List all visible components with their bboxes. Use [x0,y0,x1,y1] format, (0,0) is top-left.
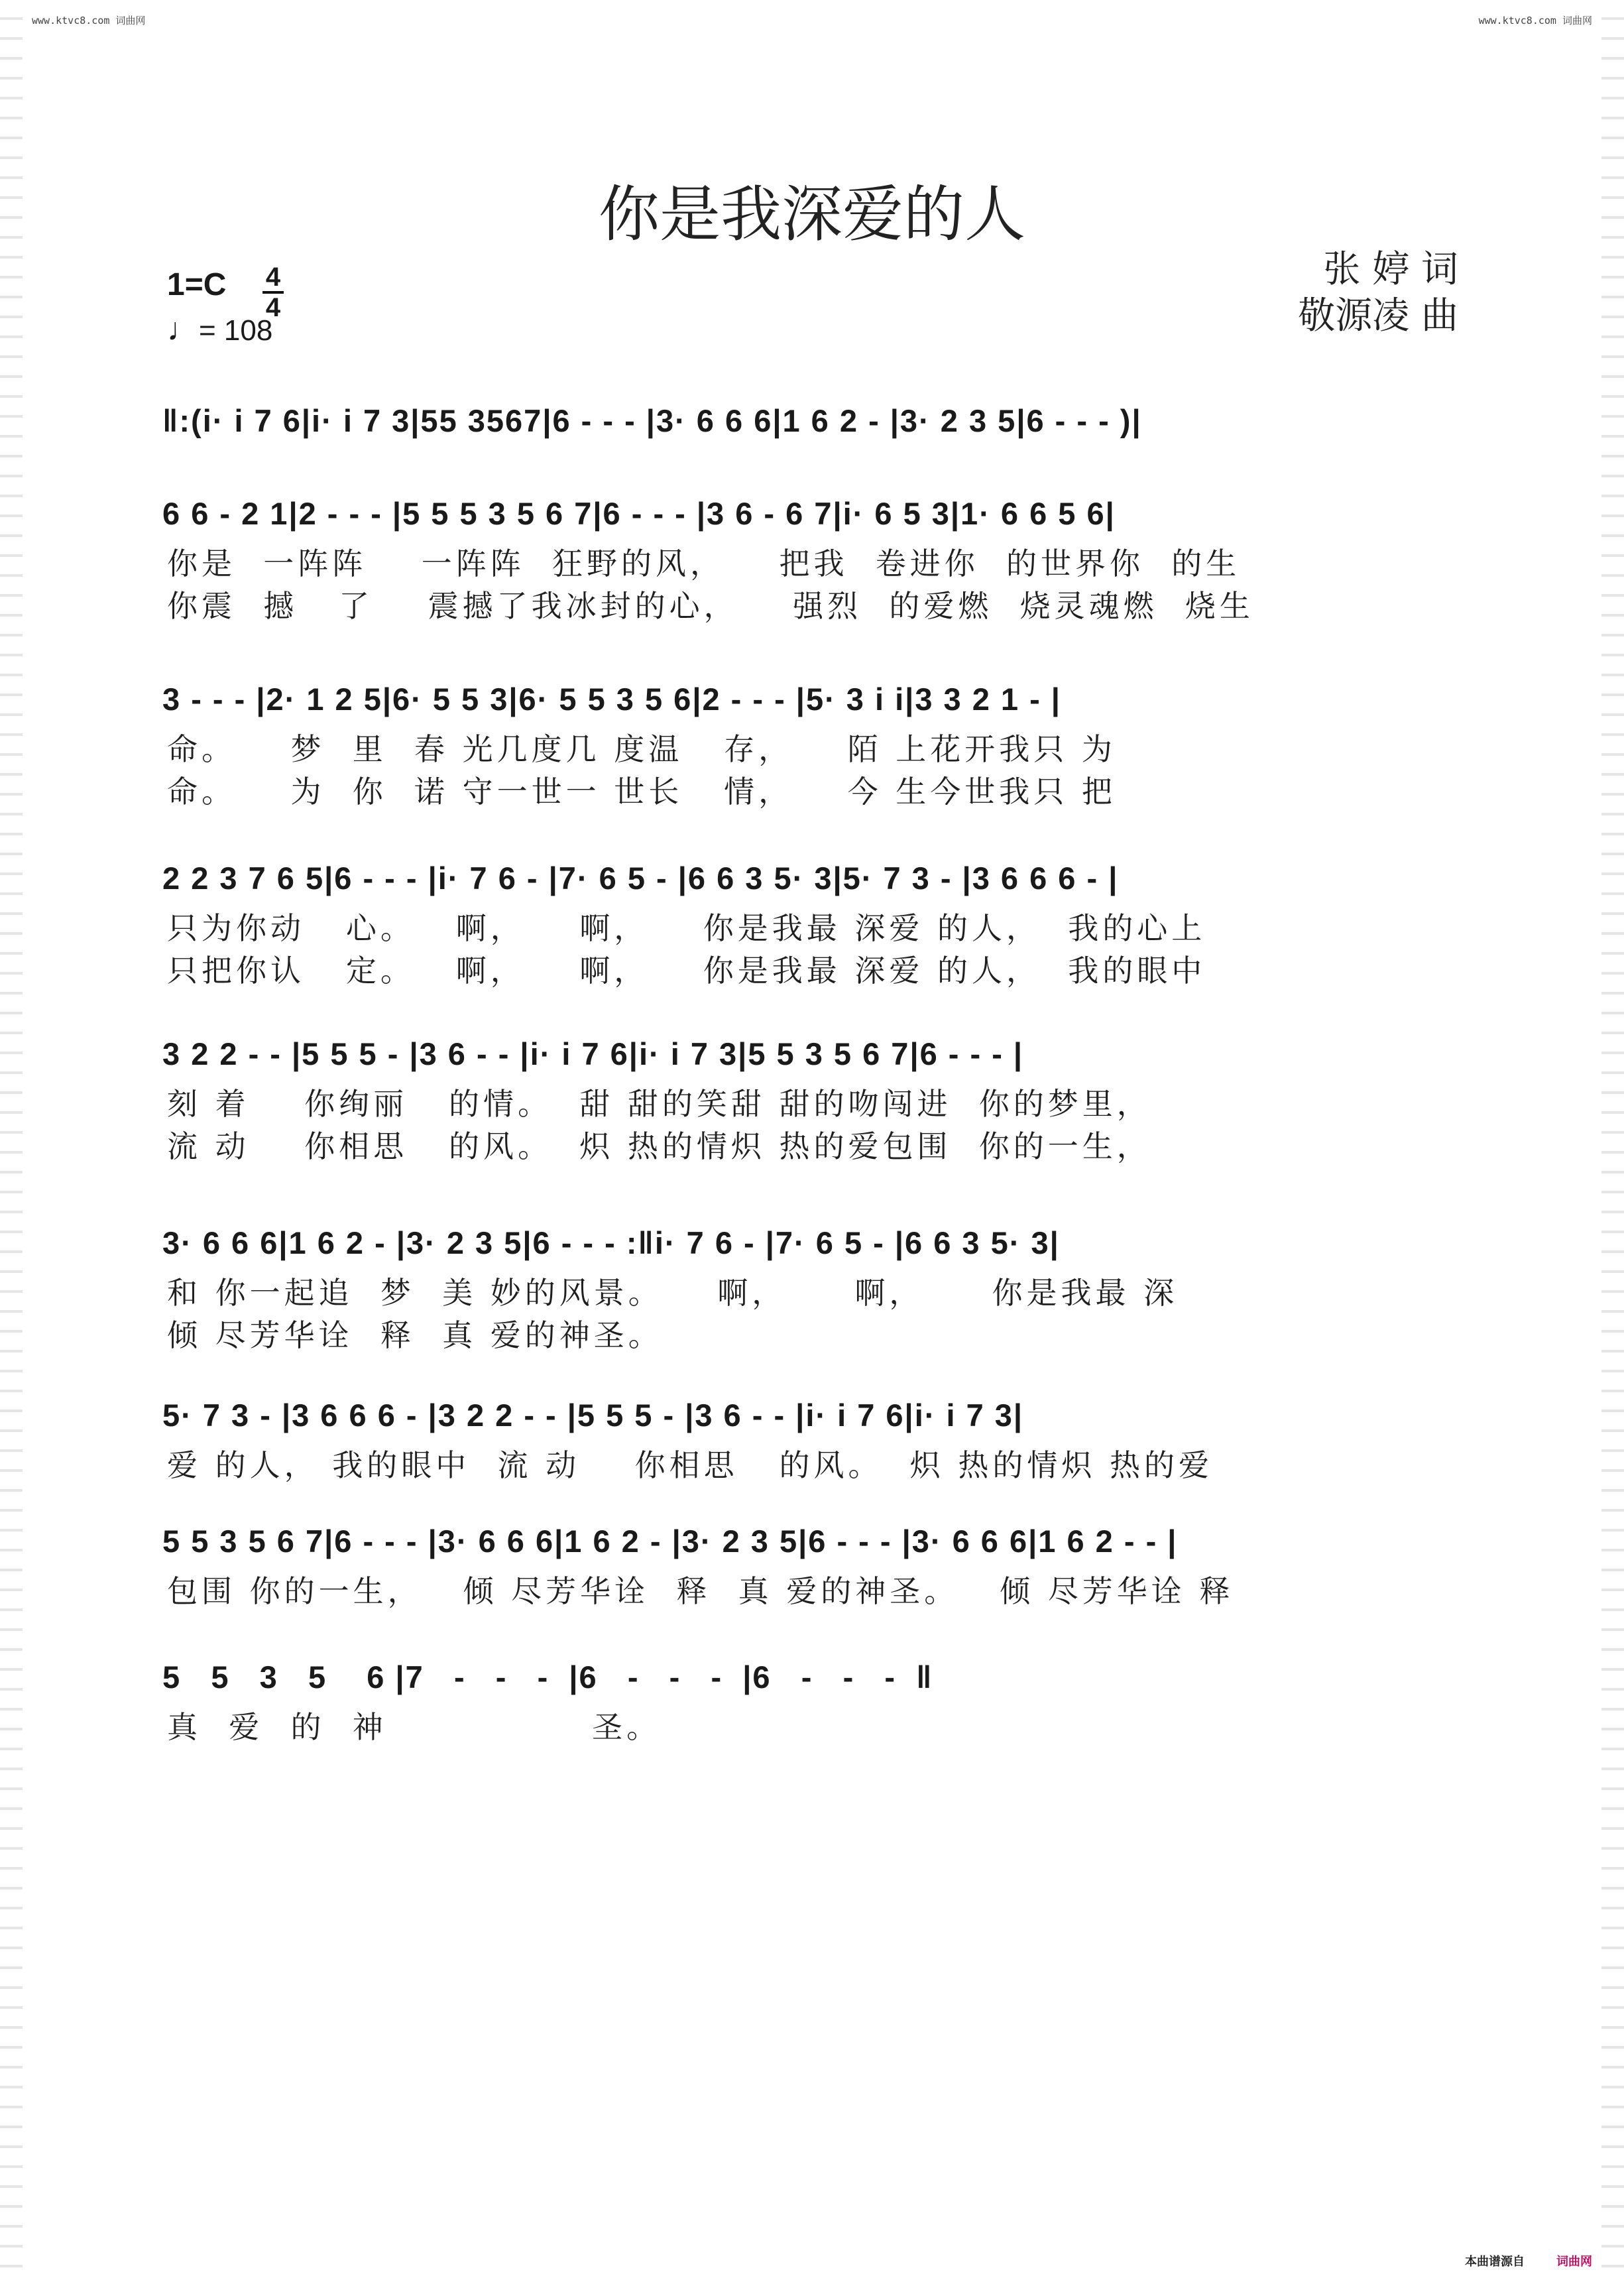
lyric-line: 和 你一起追 梦 美 妙的风景。 啊， 啊， 你是我最 深 [167,1275,1179,1311]
quarter-note-icon: ♩ [167,312,199,347]
lyric-line: 命。 梦 里 春 光几度几 度温 存， 陌 上花开我只 为 [167,731,1116,767]
site-header-right[interactable]: www.ktvc8.com 词曲网 [1478,15,1592,27]
lyric-line: 命。 为 你 诺 守一世一 世长 情， 今 生今世我只 把 [167,774,1116,810]
composer-credit: 敬源凌 曲 [1298,294,1458,337]
footer-brand[interactable]: 词曲网 [1556,2255,1592,2269]
song-title: 你是我深爱的人 [598,179,1025,250]
notation-line: ‖:(i· i 7 6|i· i 7 3|55 3567|6 - - - |3· 6 6 6|1 6 2 - |3· 2 3 5|6 - - - )| [162,403,1142,438]
lyric-line: 只把你认 定。 啊， 啊， 你是我最 深爱 的人， 我的眼中 [167,953,1206,989]
notation-line: 5 5 3 5 6 7|6 - - - |3· 6 6 6|1 6 2 - |3· 2 3 5|6 - - - |3· 6 6 6|1 6 2 - - | [162,1524,1178,1559]
right-border-strip [1601,0,1624,2284]
footer-source-label: 本曲谱源自 [1465,2255,1525,2269]
notation-line: 3 2 2 - - |5 5 5 - |3 6 - - |i· i 7 6|i· i 7 3|5 5 3 5 6 7|6 - - - | [162,1036,1024,1071]
tempo-value: = 108 [199,314,273,347]
lyric-line: 你震 撼 了 震撼了我冰封的心， 强烈 的爱燃 烧灵魂燃 烧生 [167,588,1254,624]
lyric-line: 流 动 你相思 的风。 炽 热的情炽 热的爱包围 你的一生， [167,1128,1151,1164]
notation-line: 6 6 - 2 1|2 - - - |5 5 5 3 5 6 7|6 - - - |3 6 - 6 7|i· 6 5 3|1· 6 6 5 6| [162,496,1116,531]
key-signature: 1=C [167,267,227,302]
lyric-line: 包围 你的一生， 倾 尽芳华诠 释 真 爱的神圣。 倾 尽芳华诠 释 [167,1573,1234,1609]
notation-line: 2 2 3 7 6 5|6 - - - |i· 7 6 - |7· 6 5 - |6 6 3 5· 3|5· 7 3 - |3 6 6 6 - | [162,861,1119,896]
lyric-line: 你是 一阵阵 一阵阵 狂野的风， 把我 卷进你 的世界你 的生 [167,546,1241,581]
lyricist-credit: 张 婷 词 [1323,248,1458,291]
lyric-line: 刻 着 你绚丽 的情。 甜 甜的笑甜 甜的吻闯进 你的梦里， [167,1086,1151,1122]
lyric-line: 真 爱 的 神 圣。 [167,1709,662,1745]
lyric-line: 爱 的人， 我的眼中 流 动 你相思 的风。 炽 热的情炽 热的爱 [167,1447,1213,1483]
tempo-marking [167,312,272,348]
left-border-strip [0,0,23,2284]
notation-line: 3 - - - |2· 1 2 5|6· 5 5 3|6· 5 5 3 5 6|2 - - - |5· 3 i i|3 3 2 1 - | [162,682,1061,717]
lyric-line: 只为你动 心。 啊， 啊， 你是我最 深爱 的人， 我的心上 [167,910,1206,946]
notation-line: 3· 6 6 6|1 6 2 - |3· 2 3 5|6 - - - :‖i· 7 6 - |7· 6 5 - |6 6 3 5· 3| [162,1225,1060,1260]
time-signature-bottom: 4 [265,293,281,322]
notation-line: 5 5 3 5 6 |7 - - - |6 - - - |6 - - - ‖ [162,1659,933,1695]
lyric-line: 倾 尽芳华诠 释 真 爱的神圣。 [167,1317,663,1353]
notation-line: 5· 7 3 - |3 6 6 6 - |3 2 2 - - |5 5 5 - |3 6 - - |i· i 7 6|i· i 7 3| [162,1398,1024,1433]
site-header-left[interactable]: www.ktvc8.com 词曲网 [32,15,146,27]
time-signature-top: 4 [265,263,281,292]
